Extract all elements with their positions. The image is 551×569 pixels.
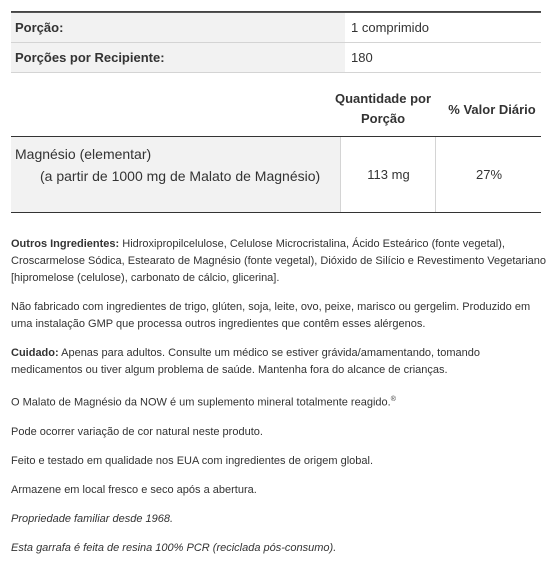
servings-per-container-value: 180: [345, 43, 541, 73]
allergen-statement: Não fabricado com ingredientes de trigo, glúten, soja, leite, ovo, peixe, marisco ou gergelim. Produzido em uma instalação GMP que processa outros ingredientes que contêm esses alérgenos.: [11, 301, 531, 330]
serving-table: [11, 12, 541, 73]
nutrient-source: (a partir de 1000 mg de Malato de Magnésio): [40, 168, 321, 184]
label-notes: [11, 236, 547, 569]
supplement-facts: [11, 0, 541, 213]
other-ingredients: [11, 236, 547, 287]
other-ingredients-label: Outros Ingredientes:: [11, 238, 120, 250]
color-variation-statement: Pode ocorrer variação de cor natural neste produto.: [11, 425, 263, 438]
other-ingredients-text: Hidroxipropilcelulose, Celulose Microcristalina, Ácido Esteárico (fonte vegetal), Croscarmelose Sódica, Estearato de Magnésio (fonte vegetal), Dióxido de Silício e Revestimento Vegetariano [hipromelose (celulose), carbonato de cálcio, glicerina].: [11, 238, 547, 284]
storage-statement: Armazene em local fresco e seco após a abertura.: [11, 483, 257, 496]
serving-size-label: Porção:: [11, 13, 345, 43]
table-top-edge: [11, 0, 541, 12]
nutrient-daily-value: 27%: [435, 137, 542, 212]
caution-label: Cuidado:: [11, 347, 59, 359]
supplement-text: O Malato de Magnésio da NOW é um suplemento mineral totalmente reagido.: [11, 396, 391, 409]
table-row: [11, 43, 541, 73]
servings-per-container-label: Porções por Recipiente:: [11, 43, 345, 73]
amount-per-serving-header: Quantidade por Porção: [334, 91, 432, 126]
table-row: [11, 13, 541, 43]
bottle-text: Esta garrafa é feita de resina 100% PCR (reciclada pós-consumo).: [11, 541, 337, 554]
tested-statement: Feito e testado em qualidade nos EUA com ingredientes de origem global.: [11, 454, 373, 467]
caution-statement: [11, 345, 547, 379]
caution-text: Apenas para adultos. Consulte um médico se estiver grávida/amamentando, tomando medicamentos ou tiver algum problema de saúde. Mantenha fora do alcance de crianças.: [11, 347, 480, 376]
nutrient-name: [11, 137, 340, 212]
family-owned-statement: [11, 511, 547, 528]
nutrient-amount: 113 mg: [340, 137, 436, 212]
supplement-statement: [11, 391, 547, 412]
nutrient-row: [11, 136, 541, 213]
family-owned-text: Propriedade familiar desde 1968.: [11, 512, 174, 525]
serving-size-value: 1 comprimido: [345, 13, 541, 43]
nutrient-header: [11, 89, 541, 136]
registered-mark: ®: [390, 396, 396, 403]
daily-value-header: % Valor Diário: [448, 102, 536, 117]
bottle-statement: [11, 540, 547, 557]
nutrient-name-line1: Magnésio (elementar): [15, 146, 152, 162]
